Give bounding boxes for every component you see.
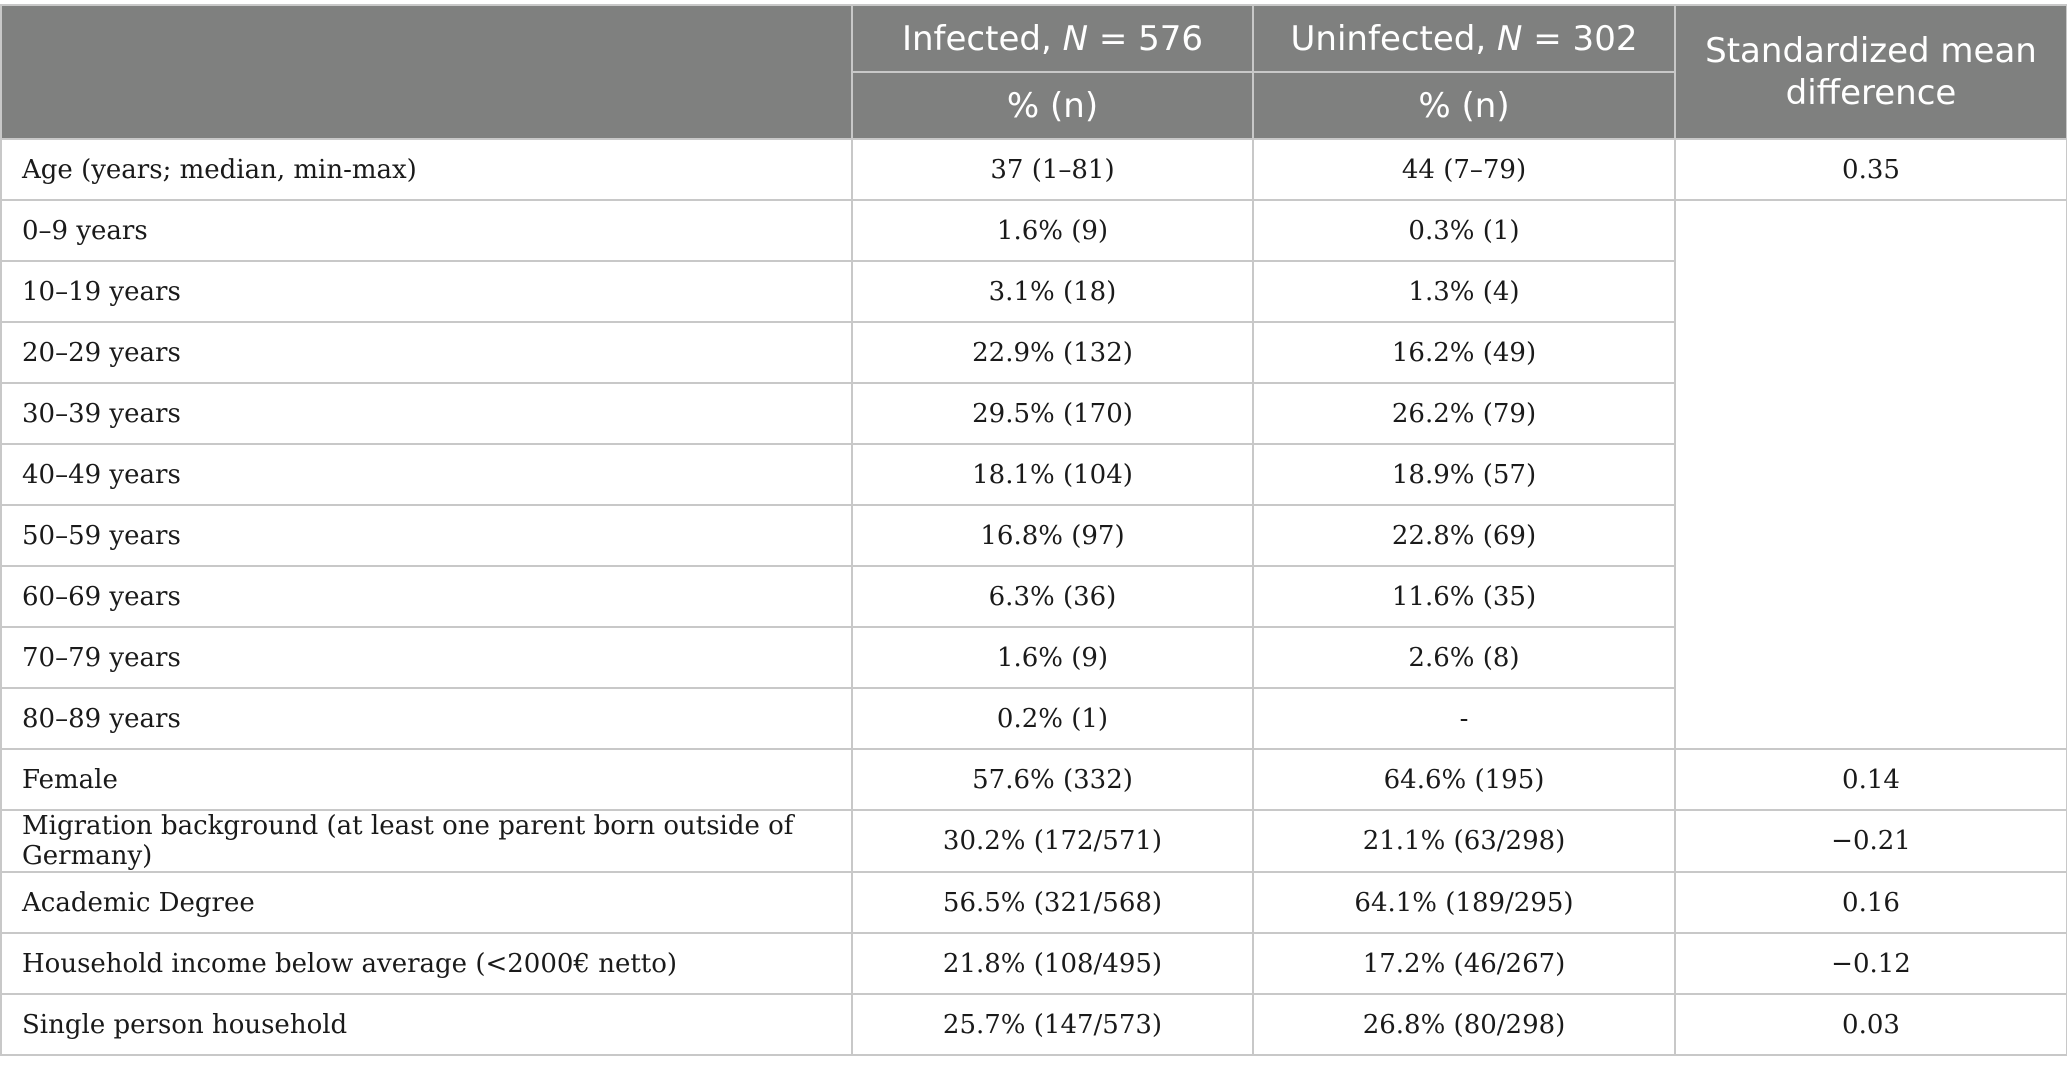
row-label: 20–29 years <box>1 322 852 383</box>
cell-smd: 0.16 <box>1675 872 2067 933</box>
subheader-infected: % (n) <box>852 72 1253 139</box>
row-label: Female <box>1 749 852 810</box>
cell-uninfected: 21.1% (63/298) <box>1253 810 1675 872</box>
row-label: Academic Degree <box>1 872 852 933</box>
cell-uninfected: 17.2% (46/267) <box>1253 933 1675 994</box>
cell-uninfected: 26.2% (79) <box>1253 383 1675 444</box>
cell-uninfected: 44 (7–79) <box>1253 139 1675 200</box>
subheader-uninfected: % (n) <box>1253 72 1675 139</box>
table-row <box>1 810 2067 872</box>
cell-smd-empty <box>1675 200 2067 749</box>
cell-uninfected: 64.6% (195) <box>1253 749 1675 810</box>
characteristics-table <box>0 4 2067 1056</box>
header-uninfected-n-value: = 302 <box>1522 18 1638 59</box>
cell-infected: 57.6% (332) <box>852 749 1253 810</box>
cell-infected: 25.7% (147/573) <box>852 994 1253 1055</box>
header-uninfected <box>1253 5 1675 72</box>
row-label: 80–89 years <box>1 688 852 749</box>
header-infected <box>852 5 1253 72</box>
header-uninfected-label: Uninfected, <box>1290 18 1498 59</box>
cell-uninfected: 16.2% (49) <box>1253 322 1675 383</box>
row-label: 10–19 years <box>1 261 852 322</box>
row-label: 40–49 years <box>1 444 852 505</box>
cell-infected: 18.1% (104) <box>852 444 1253 505</box>
row-label: Migration background (at least one parent born outside of Germany) <box>1 810 852 872</box>
cell-smd: 0.03 <box>1675 994 2067 1055</box>
cell-smd: −0.12 <box>1675 933 2067 994</box>
table-header <box>1 5 2067 139</box>
cell-infected: 3.1% (18) <box>852 261 1253 322</box>
cell-smd: −0.21 <box>1675 810 2067 872</box>
cell-smd: 0.14 <box>1675 749 2067 810</box>
row-label: 50–59 years <box>1 505 852 566</box>
header-infected-n-symbol: N <box>1062 18 1089 59</box>
table-row <box>1 872 2067 933</box>
table-row <box>1 749 2067 810</box>
header-corner <box>1 5 852 139</box>
table-row <box>1 933 2067 994</box>
row-label: Age (years; median, min-max) <box>1 139 852 200</box>
row-label: Household income below average (<2000€ netto) <box>1 933 852 994</box>
cell-uninfected: - <box>1253 688 1675 749</box>
row-label: 60–69 years <box>1 566 852 627</box>
row-label: 30–39 years <box>1 383 852 444</box>
cell-infected: 29.5% (170) <box>852 383 1253 444</box>
cell-infected: 1.6% (9) <box>852 200 1253 261</box>
cell-uninfected: 64.1% (189/295) <box>1253 872 1675 933</box>
table-row <box>1 139 2067 200</box>
row-label: 70–79 years <box>1 627 852 688</box>
cell-uninfected: 0.3% (1) <box>1253 200 1675 261</box>
cell-uninfected: 26.8% (80/298) <box>1253 994 1675 1055</box>
header-uninfected-n-symbol: N <box>1497 18 1523 59</box>
table-row <box>1 994 2067 1055</box>
cell-infected: 0.2% (1) <box>852 688 1253 749</box>
cell-smd: 0.35 <box>1675 139 2067 200</box>
row-label: Single person household <box>1 994 852 1055</box>
cell-infected: 6.3% (36) <box>852 566 1253 627</box>
cell-uninfected: 11.6% (35) <box>1253 566 1675 627</box>
cell-uninfected: 22.8% (69) <box>1253 505 1675 566</box>
cell-uninfected: 18.9% (57) <box>1253 444 1675 505</box>
cell-infected: 56.5% (321/568) <box>852 872 1253 933</box>
cell-infected: 1.6% (9) <box>852 627 1253 688</box>
cell-uninfected: 1.3% (4) <box>1253 261 1675 322</box>
cell-infected: 30.2% (172/571) <box>852 810 1253 872</box>
table-body <box>1 139 2067 1055</box>
cell-infected: 21.8% (108/495) <box>852 933 1253 994</box>
header-smd-line1: Standardized mean <box>1705 31 2037 71</box>
header-infected-label: Infected, <box>901 18 1063 59</box>
cell-infected: 16.8% (97) <box>852 505 1253 566</box>
row-label: 0–9 years <box>1 200 852 261</box>
table-row <box>1 200 2067 261</box>
header-smd <box>1675 5 2067 139</box>
cell-uninfected: 2.6% (8) <box>1253 627 1675 688</box>
header-infected-n-value: = 576 <box>1088 18 1204 59</box>
header-smd-line2: difference <box>1785 73 1957 113</box>
cell-infected: 22.9% (132) <box>852 322 1253 383</box>
cell-infected: 37 (1–81) <box>852 139 1253 200</box>
